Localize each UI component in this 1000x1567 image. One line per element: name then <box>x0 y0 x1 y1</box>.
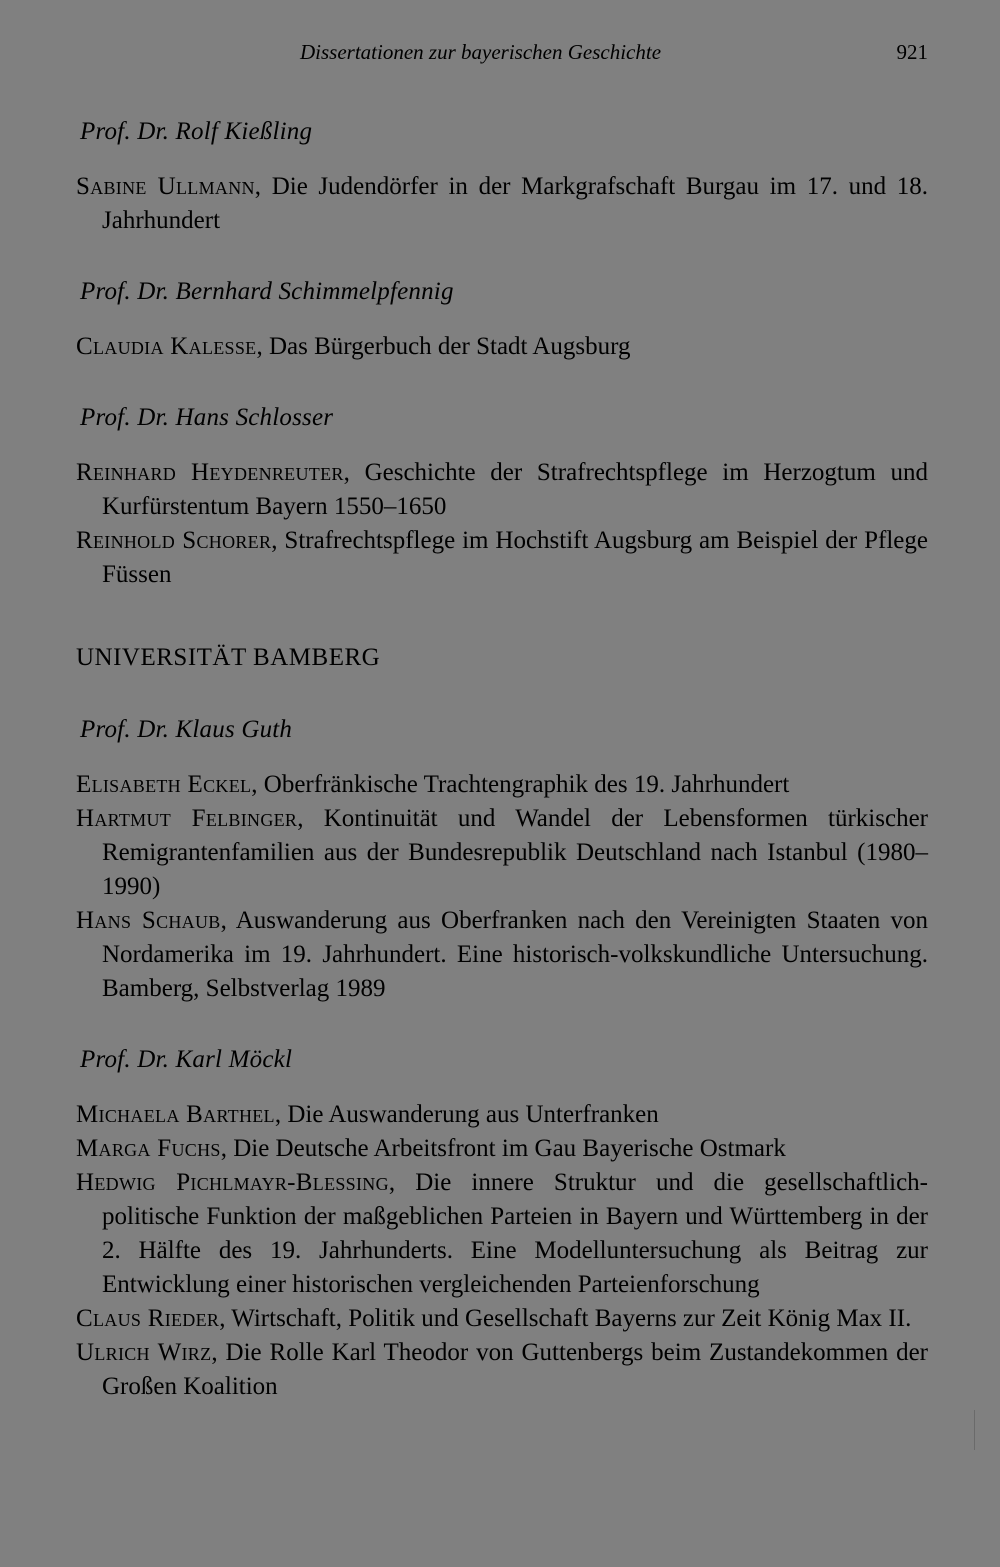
dissertation-title: , Kontinuität und Wandel der Lebensformen türkischer Remigrantenfamilien aus der Bundesrepublik Deutschland nach Istanbul (1980–1990) <box>102 805 928 900</box>
professor-group <box>76 716 928 1006</box>
professor-heading: Prof. Dr. Hans Schlosser <box>80 404 334 431</box>
professor-group <box>76 404 928 592</box>
author-name: Hartmut Felbinger <box>76 805 298 832</box>
professor-heading: Prof. Dr. Rolf Kießling <box>80 118 313 145</box>
author-name: Reinhard Heydenreuter <box>76 459 344 486</box>
professor-heading: Prof. Dr. Klaus Guth <box>80 716 293 743</box>
page-content <box>76 118 928 1444</box>
scan-mark <box>974 1410 975 1450</box>
professor-group <box>76 118 928 238</box>
dissertation-entry <box>76 1302 928 1336</box>
author-name: Sabine Ullmann <box>76 173 255 200</box>
dissertation-title: , Das Bürgerbuch der Stadt Augsburg <box>256 333 631 360</box>
author-name: Ulrich Wirz <box>76 1339 212 1366</box>
dissertation-entry <box>76 330 928 364</box>
author-name: Reinhold Schorer <box>76 527 272 554</box>
author-name: Claudia Kalesse <box>76 333 257 360</box>
dissertation-title: , Die Auswanderung aus Unterfranken <box>274 1101 659 1128</box>
dissertation-title: , Die innere Struktur und die gesellschaftlich-politische Funktion der maßgeblichen Parteien in Bayern und Württemberg in der 2. Hälfte des 19. Jahrhunderts. Eine Modelluntersuchung als Beitrag zur Entwicklung einer historischen vergleichenden Parteienforschung <box>102 1169 928 1298</box>
author-name: Claus Rieder <box>76 1305 220 1332</box>
dissertation-title: , Die Deutsche Arbeitsfront im Gau Bayerische Ostmark <box>220 1135 786 1162</box>
dissertation-entry <box>76 456 928 524</box>
dissertation-entry <box>76 904 928 1006</box>
dissertation-title: , Geschichte der Strafrechtspflege im Herzogtum und Kurfürstentum Bayern 1550–1650 <box>102 459 928 520</box>
dissertation-entry <box>76 524 928 592</box>
professor-group <box>76 278 928 364</box>
author-name: Elisabeth Eckel <box>76 771 252 798</box>
dissertation-title: , Die Judendörfer in der Markgrafschaft Burgau im 17. und 18. Jahrhundert <box>102 173 928 234</box>
running-title: Dissertationen zur bayerischen Geschichte <box>300 40 662 64</box>
dissertation-entry <box>76 768 928 802</box>
professor-heading: Prof. Dr. Bernhard Schimmelpfennig <box>80 278 454 305</box>
dissertation-entry <box>76 1336 928 1404</box>
author-name: Hans Schaub <box>76 907 221 934</box>
university-heading: UNIVERSITÄT BAMBERG <box>76 644 381 671</box>
dissertation-entry <box>76 1166 928 1302</box>
professor-heading: Prof. Dr. Karl Möckl <box>80 1046 293 1073</box>
page-number: 921 <box>896 40 928 64</box>
dissertation-title: , Wirtschaft, Politik und Gesellschaft Bayerns zur Zeit König Max II. <box>219 1305 912 1332</box>
professor-group <box>76 1046 928 1404</box>
dissertation-entry <box>76 802 928 904</box>
author-name: Marga Fuchs <box>76 1135 221 1162</box>
author-name: Michaela Barthel <box>76 1101 275 1128</box>
dissertation-entry <box>76 170 928 238</box>
dissertation-entry <box>76 1132 928 1166</box>
dissertation-title: , Strafrechtspflege im Hochstift Augsburg am Beispiel der Pflege Füssen <box>102 527 928 588</box>
author-name: Hedwig Pichlmayr-Blessing <box>76 1169 389 1196</box>
dissertation-entry <box>76 1098 928 1132</box>
dissertation-title: , Oberfränkische Trachtengraphik des 19. Jahrhundert <box>251 771 790 798</box>
dissertation-title: , Die Rolle Karl Theodor von Guttenbergs beim Zustandekommen der Großen Koalition <box>102 1339 928 1400</box>
dissertation-title: , Auswanderung aus Oberfranken nach den Vereinigten Staaten von Nordamerika im 19. Jahrhundert. Eine historisch-volkskundliche Untersuchung. Bamberg, Selbstverlag 1989 <box>102 907 928 1002</box>
